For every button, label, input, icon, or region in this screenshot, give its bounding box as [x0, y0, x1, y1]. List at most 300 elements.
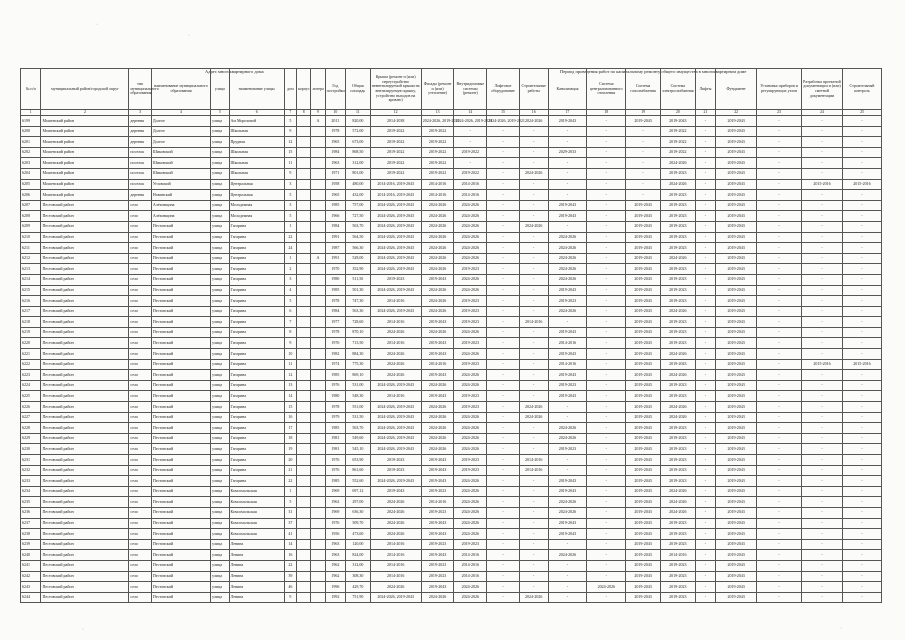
table-cell: 16	[284, 550, 296, 561]
table-cell: 11	[284, 359, 296, 370]
table-cell	[297, 433, 311, 444]
table-cell: -	[757, 370, 802, 381]
table-cell: 2024-2026	[421, 211, 454, 222]
table-cell: -	[695, 338, 715, 349]
table-cell: 2019-2043	[716, 529, 757, 540]
table-cell: -	[842, 444, 881, 455]
table-cell: улица	[211, 518, 229, 529]
table-cell: 6242	[21, 571, 41, 582]
table-cell: 563,70	[346, 221, 371, 232]
table-cell: -	[487, 327, 520, 338]
table-cell: деревня	[129, 137, 151, 148]
table-cell: 2014-2016	[421, 497, 454, 508]
table-cell: -	[587, 370, 626, 381]
table-cell: 2024-2026, 2019-2043	[370, 412, 421, 423]
table-cell: 2019-2043	[716, 253, 757, 264]
table-cell: -	[587, 338, 626, 349]
table-cell: Центральная	[229, 190, 284, 201]
table-cell: 2024-2026, 2019-2043	[370, 306, 421, 317]
table-cell: -	[487, 476, 520, 487]
table-cell: 2019-2043	[716, 274, 757, 285]
table-cell: -	[519, 147, 548, 158]
table-cell: -	[487, 444, 520, 455]
table-cell: 2019-2043	[626, 423, 661, 434]
table-cell	[297, 497, 311, 508]
table-cell: 2019-2022	[660, 126, 695, 137]
table-cell: -	[842, 433, 881, 444]
table-cell: 2024-2026	[370, 349, 421, 360]
table-cell: -	[519, 550, 548, 561]
table-cell	[297, 243, 311, 254]
table-cell: 2019-2043	[626, 285, 661, 296]
table-row	[21, 243, 882, 254]
table-cell: 2024-2026	[454, 380, 487, 391]
table-cell	[311, 264, 325, 275]
table-cell: 2019-2023	[454, 338, 487, 349]
table-cell: 2019-2023	[421, 539, 454, 550]
table-cell: 2019-2043	[626, 243, 661, 254]
table-cell: 2015-2016	[802, 359, 843, 370]
table-cell: -	[519, 158, 548, 169]
table-cell: 2019-2043	[716, 221, 757, 232]
table-cell: Комсомольская	[229, 497, 284, 508]
table-cell: 2024-2026	[548, 433, 587, 444]
table-cell: 3	[284, 179, 296, 190]
table-cell: -	[757, 274, 802, 285]
table-cell: 6234	[21, 486, 41, 497]
table-cell: -	[802, 560, 843, 571]
column-number: 21	[695, 110, 715, 116]
table-cell: 1962	[325, 497, 345, 508]
table-cell	[297, 349, 311, 360]
column-header: Строительный контроль	[842, 69, 881, 110]
table-cell: -	[519, 200, 548, 211]
table-cell: 2019-2043	[716, 349, 757, 360]
table-cell: -	[695, 507, 715, 518]
table-cell: 352,90	[346, 264, 371, 275]
table-cell: 15	[284, 147, 296, 158]
table-cell: -	[842, 592, 881, 603]
table-cell: -	[757, 137, 802, 148]
table-cell: Гагарина	[229, 243, 284, 254]
table-cell: Долгое	[151, 126, 210, 137]
table-cell: Пестовский	[151, 243, 210, 254]
table-cell: -	[519, 518, 548, 529]
table-cell: Шиковский	[151, 158, 210, 169]
table-cell: -	[757, 190, 802, 201]
table-cell: 2019-2043	[716, 306, 757, 317]
table-cell: -	[842, 168, 881, 179]
table-cell: 2019-2043	[716, 285, 757, 296]
table-cell: 2019-2023	[454, 264, 487, 275]
table-cell: 6237	[21, 518, 41, 529]
table-cell: 2014-2016	[660, 550, 695, 561]
table-cell: Мошенский район	[41, 126, 129, 137]
table-cell: Гагарина	[229, 317, 284, 328]
table-cell	[297, 476, 311, 487]
table-cell: -	[519, 359, 548, 370]
table-cell: 2019-2023	[660, 433, 695, 444]
table-cell: 2024-2026	[519, 592, 548, 603]
table-cell: 509,70	[346, 518, 371, 529]
table-row	[21, 285, 882, 296]
table-cell: 2019-2043	[626, 560, 661, 571]
table-cell: -	[454, 158, 487, 169]
table-cell	[311, 285, 325, 296]
table-cell: -	[626, 137, 661, 148]
table-cell: 563,70	[346, 423, 371, 434]
table-cell: -	[802, 285, 843, 296]
table-cell: 868,50	[346, 147, 371, 158]
table-cell: 2024-2026	[421, 433, 454, 444]
table-cell: 2019-2043	[716, 296, 757, 307]
column-header: Система централизованного отопления	[587, 69, 626, 110]
table-cell: -	[757, 444, 802, 455]
table-cell: 2014-2016	[421, 190, 454, 201]
table-cell: -	[802, 190, 843, 201]
table-cell: село	[129, 592, 151, 603]
table-cell: улица	[211, 137, 229, 148]
table-row	[21, 444, 882, 455]
table-cell: -	[842, 158, 881, 169]
table-cell: Школьная	[229, 158, 284, 169]
table-cell: село	[129, 243, 151, 254]
table-cell: Пестовский	[151, 444, 210, 455]
table-cell: 11	[284, 158, 296, 169]
table-cell: 2024-2026	[421, 296, 454, 307]
table-cell: Пестовский	[151, 274, 210, 285]
column-number: 6	[229, 110, 284, 116]
table-cell: -	[587, 571, 626, 582]
table-row	[21, 370, 882, 381]
table-cell: Пестовский район	[41, 243, 129, 254]
table-cell	[297, 539, 311, 550]
table-cell: 2019-2023	[660, 582, 695, 593]
table-cell	[297, 338, 311, 349]
table-cell: -	[487, 126, 520, 137]
table-cell: -	[757, 359, 802, 370]
table-cell: Центральная	[229, 179, 284, 190]
table-cell: -	[487, 349, 520, 360]
table-cell: 2019-2022	[421, 168, 454, 179]
column-header: тип муниципального образования	[129, 69, 151, 110]
table-cell	[297, 444, 311, 455]
table-cell: 2024-2026	[454, 211, 487, 222]
table-cell: -	[695, 592, 715, 603]
table-cell: 2019-2043	[716, 126, 757, 137]
table-cell: Пестовский район	[41, 560, 129, 571]
table-cell: 2019-2043	[370, 486, 421, 497]
table-cell: -	[519, 285, 548, 296]
table-cell: -	[757, 529, 802, 540]
table-cell: 2019-2022	[370, 158, 421, 169]
column-header: улица	[211, 69, 229, 110]
table-cell: -	[519, 486, 548, 497]
table-row	[21, 158, 882, 169]
table-cell: -	[587, 444, 626, 455]
table-cell	[311, 507, 325, 518]
table-cell: село	[129, 402, 151, 413]
table-cell: -	[519, 423, 548, 434]
address-group-header: Адрес многоквартирного дома	[205, 69, 264, 74]
table-cell: 1984	[325, 221, 345, 232]
table-cell: 1978	[325, 327, 345, 338]
table-cell: 2024-2026, 2019-2043	[370, 380, 421, 391]
table-cell: Пестовский район	[41, 232, 129, 243]
table-row	[21, 200, 882, 211]
table-cell: -	[587, 349, 626, 360]
table-cell: -	[519, 126, 548, 137]
table-cell: село	[129, 317, 151, 328]
table-cell	[311, 529, 325, 540]
table-cell: 2019-2023	[421, 486, 454, 497]
table-cell: 2019-2043	[626, 507, 661, 518]
table-cell: 2019-2043	[716, 391, 757, 402]
table-cell: 2019-2043	[626, 264, 661, 275]
table-cell: -	[757, 550, 802, 561]
table-cell: 775,30	[346, 359, 371, 370]
table-cell: 2019-2043	[626, 518, 661, 529]
table-cell: -	[802, 529, 843, 540]
table-cell: 6214	[21, 274, 41, 285]
table-cell: село	[129, 264, 151, 275]
table-cell: село	[129, 349, 151, 360]
table-cell: 2019-2023	[548, 380, 587, 391]
table-cell: -	[757, 317, 802, 328]
table-cell	[311, 465, 325, 476]
table-cell: Мошенский район	[41, 179, 129, 190]
table-cell	[311, 349, 325, 360]
table-cell: 2024-2026	[421, 243, 454, 254]
table-cell: -	[587, 137, 626, 148]
table-cell: 2011	[325, 116, 345, 127]
table-cell: Молодежная	[229, 211, 284, 222]
table-cell: 2014-2016	[370, 391, 421, 402]
table-cell: 312,00	[346, 158, 371, 169]
table-cell: 14	[284, 539, 296, 550]
table-cell: -	[802, 243, 843, 254]
table-cell: 3	[284, 274, 296, 285]
table-cell	[311, 274, 325, 285]
table-cell: 2024-2026	[454, 327, 487, 338]
table-cell: 2024-2026	[454, 221, 487, 232]
table-cell: Новинский	[151, 190, 210, 201]
table-cell: -	[587, 560, 626, 571]
table-cell: Долгое	[151, 116, 210, 127]
table-cell: 1985	[325, 200, 345, 211]
table-cell: -	[519, 232, 548, 243]
table-cell: 24	[284, 243, 296, 254]
table-cell: Угловский	[151, 179, 210, 190]
table-cell: -	[842, 560, 881, 571]
table-row	[21, 179, 882, 190]
table-cell: -	[757, 433, 802, 444]
table-cell: 2024-2026	[660, 412, 695, 423]
table-cell: -	[587, 274, 626, 285]
table-cell: 46	[284, 582, 296, 593]
table-cell: -	[695, 560, 715, 571]
table-cell: Гагарина	[229, 380, 284, 391]
table-cell	[311, 137, 325, 148]
column-number: 23	[757, 110, 802, 116]
table-cell: 6221	[21, 349, 41, 360]
table-cell: село	[129, 370, 151, 381]
table-cell: 2024-2026	[370, 370, 421, 381]
column-header: Канализация	[548, 69, 587, 110]
table-cell: 2029-2033	[548, 147, 587, 158]
table-cell: 2019-2023	[660, 391, 695, 402]
table-cell: -	[757, 402, 802, 413]
table-row	[21, 465, 882, 476]
table-cell: А	[311, 253, 325, 264]
table-cell: 1966	[325, 211, 345, 222]
table-cell: 1976	[325, 455, 345, 466]
table-cell: 531,00	[346, 380, 371, 391]
table-cell: А	[311, 116, 325, 127]
table-cell	[297, 327, 311, 338]
table-cell: 1987	[325, 243, 345, 254]
table-cell: 1985	[325, 423, 345, 434]
table-cell: -	[487, 243, 520, 254]
table-cell: улица	[211, 507, 229, 518]
table-cell: 2024-2026, 2019-2043	[370, 264, 421, 275]
table-cell: 6228	[21, 423, 41, 434]
table-cell: улица	[211, 306, 229, 317]
table-cell: -	[519, 433, 548, 444]
table-cell: улица	[211, 560, 229, 571]
table-cell: -	[802, 327, 843, 338]
table-cell: Пестовский	[151, 359, 210, 370]
table-cell: 2024-2026	[421, 402, 454, 413]
table-cell: 2019-2023	[454, 402, 487, 413]
table-cell	[311, 211, 325, 222]
table-cell: -	[695, 433, 715, 444]
table-row	[21, 137, 882, 148]
table-cell: Гагарина	[229, 338, 284, 349]
column-header: Фундамент	[716, 69, 757, 110]
table-cell: Пестовский	[151, 507, 210, 518]
table-cell: -	[587, 380, 626, 391]
table-cell	[311, 158, 325, 169]
table-cell: 2024-2026	[519, 168, 548, 179]
table-row	[21, 539, 882, 550]
table-cell: Ленина	[229, 571, 284, 582]
table-cell: 2019-2023	[454, 539, 487, 550]
table-cell: -	[695, 476, 715, 487]
table-cell: -	[487, 370, 520, 381]
table-cell: -	[587, 147, 626, 158]
table-cell: 2019-2043	[626, 550, 661, 561]
table-cell: -	[695, 168, 715, 179]
table-cell: 2024-2026	[548, 243, 587, 254]
column-header: Система газоснабжения	[626, 69, 661, 110]
table-row	[21, 116, 882, 127]
table-cell: -	[842, 550, 881, 561]
table-cell	[297, 179, 311, 190]
table-cell: Пестовский	[151, 455, 210, 466]
table-cell: 17	[284, 423, 296, 434]
table-row	[21, 518, 882, 529]
column-number: 22	[716, 110, 757, 116]
table-cell: село	[129, 296, 151, 307]
table-cell: -	[695, 423, 715, 434]
table-cell: село	[129, 380, 151, 391]
table-cell: 545,10	[346, 444, 371, 455]
table-cell	[297, 317, 311, 328]
column-header: Лифты	[695, 69, 715, 110]
table-cell: 14	[284, 391, 296, 402]
table-cell: Пестовский	[151, 402, 210, 413]
table-cell: -	[757, 243, 802, 254]
table-cell: улица	[211, 190, 229, 201]
table-cell	[311, 190, 325, 201]
table-cell: Пестовский район	[41, 285, 129, 296]
table-cell	[311, 168, 325, 179]
table-cell: 22	[284, 476, 296, 487]
column-number: 15	[487, 110, 520, 116]
table-row	[21, 486, 882, 497]
table-cell: Пестовский	[151, 306, 210, 317]
table-cell: 6199	[21, 116, 41, 127]
table-cell: -	[487, 147, 520, 158]
table-cell: -	[548, 465, 587, 476]
table-cell: 2024-2026	[548, 497, 587, 508]
table-cell: 2024-2026	[548, 274, 587, 285]
table-cell: 1976	[325, 380, 345, 391]
table-cell: 1979	[325, 412, 345, 423]
table-cell: -	[587, 243, 626, 254]
table-cell	[297, 423, 311, 434]
table-cell: -	[487, 359, 520, 370]
table-cell: 2019-2022	[454, 168, 487, 179]
table-cell: -	[487, 582, 520, 593]
table-cell: -	[487, 158, 520, 169]
table-cell: -	[519, 529, 548, 540]
column-header: Разработка проектной документации и (или) сметной документации	[802, 69, 843, 110]
table-cell: 297,00	[346, 497, 371, 508]
table-cell: улица	[211, 264, 229, 275]
table-cell: 747,30	[346, 296, 371, 307]
table-cell	[297, 455, 311, 466]
table-cell: Пестовский район	[41, 327, 129, 338]
table-cell: 2019-2023	[548, 296, 587, 307]
table-cell: -	[842, 507, 881, 518]
column-header: Установка приборов и регулирующих узлов	[757, 69, 802, 110]
table-cell: -	[757, 380, 802, 391]
table-cell: 2014-2016	[454, 550, 487, 561]
table-cell: 6244	[21, 592, 41, 603]
table-cell: Гагарина	[229, 232, 284, 243]
table-cell: 2024-2026	[421, 380, 454, 391]
table-cell: село	[129, 423, 151, 434]
table-cell: 2019-2043	[421, 391, 454, 402]
table-cell: -	[548, 190, 587, 201]
table-cell: 1965	[325, 137, 345, 148]
table-cell: -	[842, 137, 881, 148]
table-cell: 2019-2023	[660, 232, 695, 243]
table-cell: -	[487, 137, 520, 148]
column-header: Фасады (ремонт и (или) утепление)	[421, 69, 454, 110]
table-cell: -	[519, 264, 548, 275]
table-cell: 2019-2023	[660, 264, 695, 275]
table-cell: -	[757, 221, 802, 232]
table-body	[21, 116, 882, 603]
table-cell: 2019-2043	[626, 359, 661, 370]
table-cell: -	[487, 433, 520, 444]
table-cell: Мошенский район	[41, 137, 129, 148]
table-cell: Пестовский район	[41, 338, 129, 349]
table-cell: -	[842, 126, 881, 137]
